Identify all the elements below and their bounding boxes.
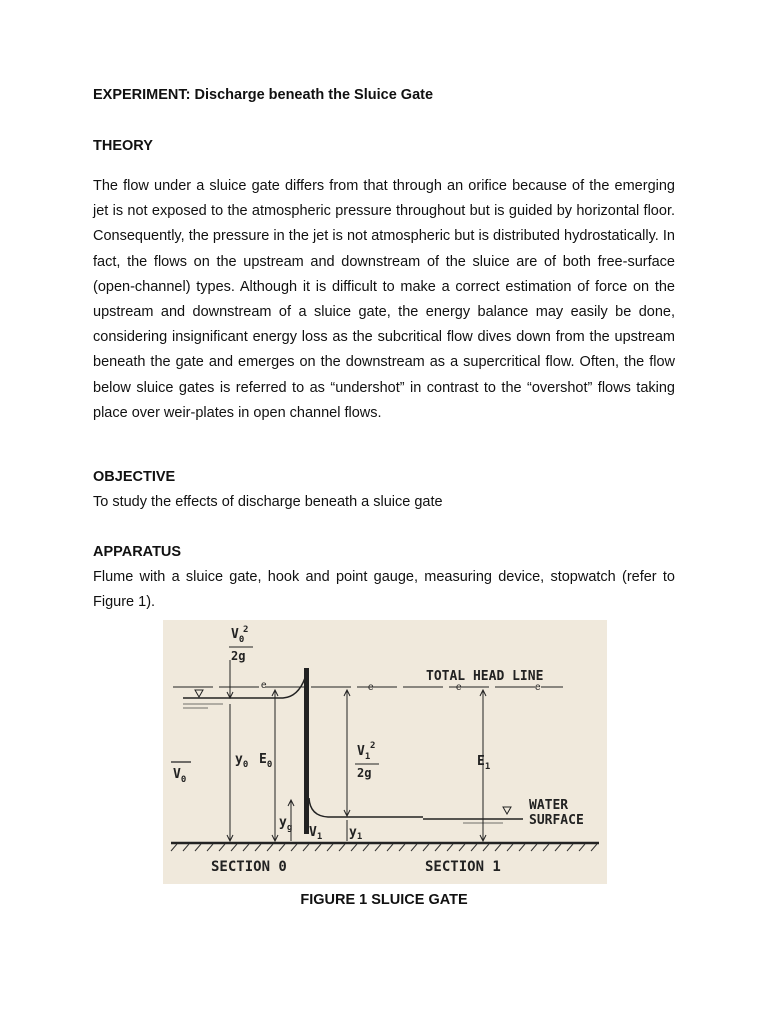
e-mark-1: e bbox=[261, 680, 267, 691]
surface-label: SURFACE bbox=[529, 813, 584, 828]
e0-subscript: 0 bbox=[266, 760, 273, 770]
sluice-gate-figure bbox=[163, 620, 607, 884]
yg-symbol: y bbox=[279, 815, 287, 830]
big-v-symbol: V bbox=[173, 767, 181, 782]
big-v0-subscript: 0 bbox=[180, 775, 187, 785]
v0-symbol: V bbox=[231, 627, 239, 642]
v1-subscript: 1 bbox=[364, 752, 371, 762]
total-head-line-label: TOTAL HEAD LINE bbox=[426, 669, 544, 684]
floor-hatching bbox=[171, 844, 597, 851]
e1-label bbox=[477, 754, 490, 772]
big-v0-label bbox=[173, 767, 186, 785]
y0-subscript: 0 bbox=[242, 760, 249, 770]
water-label: WATER bbox=[529, 798, 569, 813]
superscript-2-a: 2 bbox=[243, 625, 249, 635]
e-symbol-0: E bbox=[259, 752, 267, 767]
section-1-label: SECTION 1 bbox=[425, 859, 501, 875]
e-mark-3: e bbox=[456, 682, 462, 693]
y0-label bbox=[235, 752, 248, 770]
jet-surface bbox=[309, 798, 423, 817]
superscript-2-b: 2 bbox=[370, 741, 376, 751]
v1-flow-symbol: V bbox=[309, 825, 317, 840]
apparatus-paragraph: Flume with a sluice gate, hook and point gauge, measuring device, stopwatch (refer to Figure 1). bbox=[93, 569, 675, 611]
v1-symbol: V bbox=[357, 744, 365, 759]
e-symbol-1: E bbox=[477, 754, 485, 769]
two-g-label-a: 2g bbox=[231, 649, 246, 663]
theory-paragraph: The flow under a sluice gate differs from that through an orifice because of the emerging jet is not exposed to the atmospheric pressure throughout but is guided by horizontal floor. Consequently, the pressure in the jet is not atmospheric but is distributed hydrostatically. In fact, the flows on the upstream and downstream of the sluice are of both free-surface (open-channel) types. Although it is difficult to make a correct estimation of force on the upstream and downstream of a sluice gate, the energy balance may easily be done, considering insignificant energy loss as the subcritical flow dives down from the upstream beneath the gate and emerges on the downstream as a supercritical flow. Often, the flow below sluice gates is referred to as “undershot” in contrast to the “overshot” flows taking place over weir-plates in open channel flows. bbox=[93, 178, 675, 421]
v1-flow-subscript: 1 bbox=[316, 832, 323, 842]
figure-caption: FIGURE 1 SLUICE GATE bbox=[300, 892, 468, 908]
two-g-label-b: 2g bbox=[357, 766, 372, 780]
y-symbol-0: y bbox=[235, 752, 243, 767]
sluice-gate-diagram bbox=[163, 620, 607, 884]
page-title: EXPERIMENT: Discharge beneath the Sluice Gate bbox=[93, 87, 434, 103]
theory-heading: THEORY bbox=[93, 138, 153, 154]
objective-paragraph: To study the effects of discharge beneath a sluice gate bbox=[93, 494, 443, 510]
y1-subscript: 1 bbox=[356, 832, 363, 842]
sluice-gate bbox=[304, 668, 309, 834]
yg-subscript: g bbox=[286, 823, 293, 833]
downstream-surface-marker-icon bbox=[503, 807, 511, 814]
v1-head-label bbox=[357, 744, 370, 762]
y1-label bbox=[349, 825, 362, 842]
upstream-drawdown-curve bbox=[283, 678, 305, 698]
e-mark-2: e bbox=[368, 682, 374, 693]
e-mark-4: e bbox=[535, 682, 541, 693]
objective-heading: OBJECTIVE bbox=[93, 469, 176, 485]
y-symbol-1: y bbox=[349, 825, 357, 840]
e1-subscript: 1 bbox=[484, 762, 491, 772]
yg-label bbox=[279, 815, 292, 833]
v1-label bbox=[309, 825, 322, 842]
subscript-0: 0 bbox=[238, 635, 245, 645]
section-0-label: SECTION 0 bbox=[211, 859, 287, 875]
upstream-surface-marker-icon bbox=[195, 690, 203, 697]
e0-label bbox=[259, 752, 272, 770]
apparatus-heading: APPARATUS bbox=[93, 544, 182, 560]
